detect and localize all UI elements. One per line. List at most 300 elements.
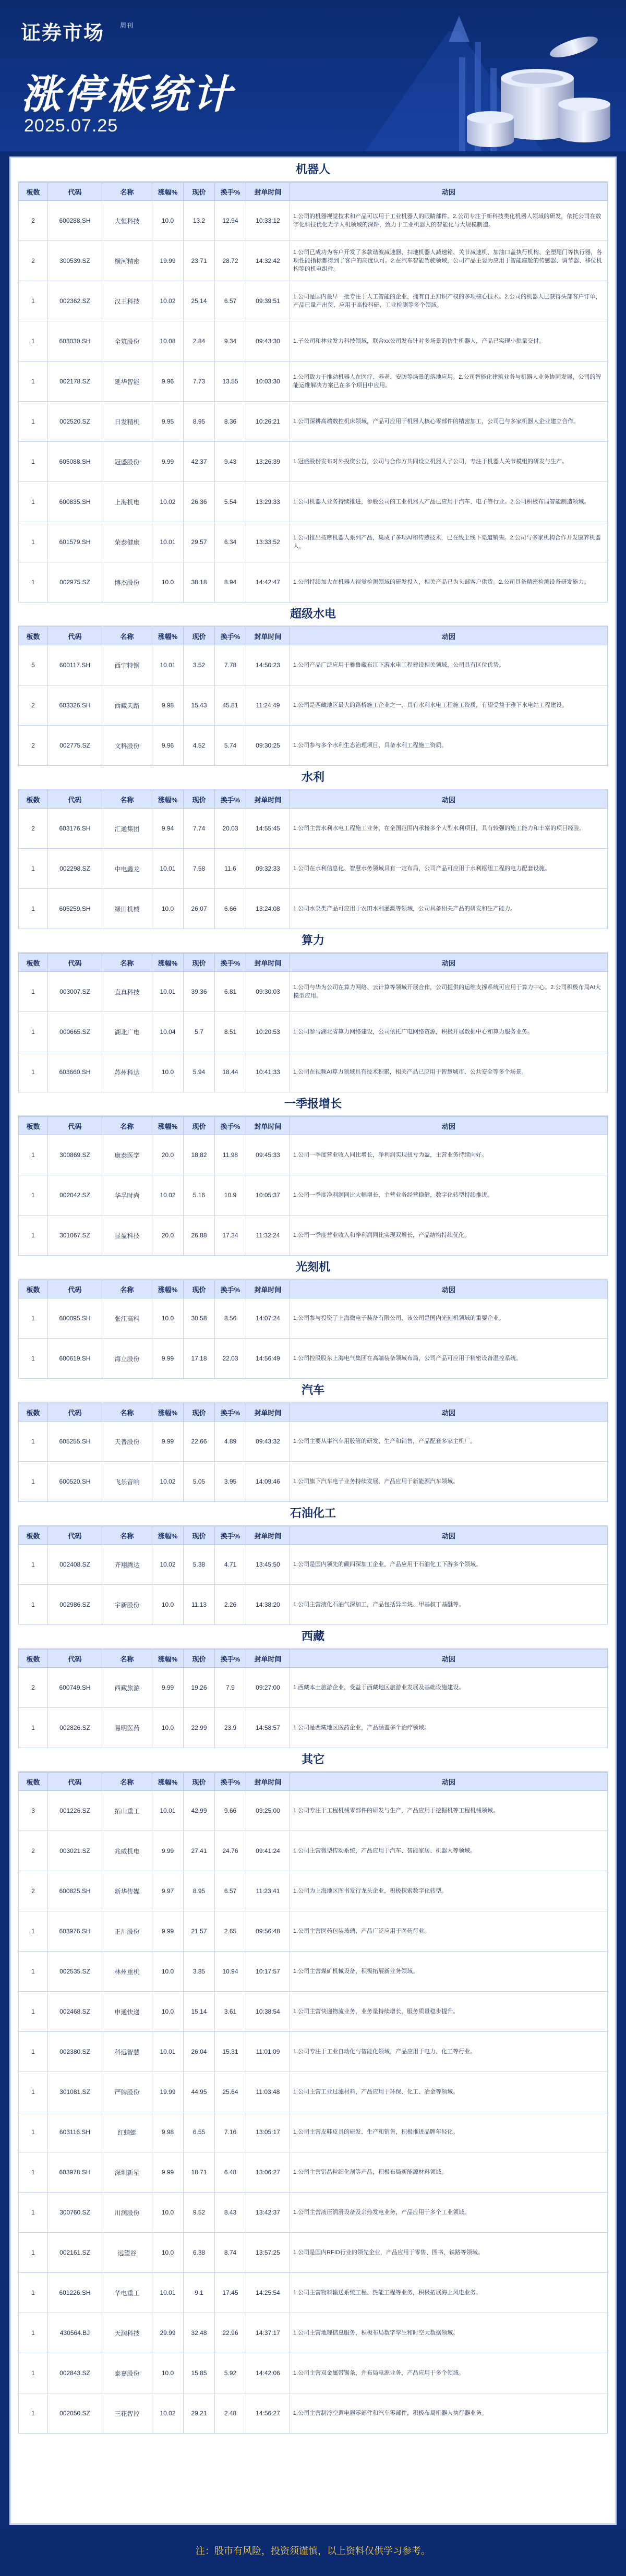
table-row	[19, 1545, 608, 1585]
stock-code: 002520.SZ	[48, 402, 102, 442]
change-pct: 10.02	[152, 1545, 184, 1585]
board-count: 1	[19, 1545, 48, 1585]
stock-name: 文科股份	[102, 726, 152, 766]
change-pct: 20.0	[152, 1135, 184, 1175]
seal-time: 14:58:57	[246, 1708, 290, 1748]
column-header: 换手%	[215, 1117, 246, 1135]
table-row	[19, 2233, 608, 2273]
seal-time: 09:43:32	[246, 1422, 290, 1462]
seal-time: 13:33:52	[246, 522, 290, 562]
column-header: 涨幅%	[152, 790, 184, 809]
turnover-pct: 2.65	[215, 1911, 246, 1952]
turnover-pct: 7.78	[215, 645, 246, 685]
column-header: 换手%	[215, 1526, 246, 1545]
reason: 1.公司机器人业务持续推进，参股公司的工业机器人产品已应用于汽车、电子等行业。2.公司积极布局智能制造领域。	[290, 482, 608, 522]
board-count: 1	[19, 562, 48, 603]
change-pct: 9.98	[152, 685, 184, 726]
page-title: 涨停板统计	[21, 73, 235, 117]
column-header: 现价	[184, 1280, 215, 1298]
seal-time: 14:55:45	[246, 809, 290, 849]
stock-code: 001226.SZ	[48, 1791, 102, 1831]
column-header: 名称	[102, 954, 152, 972]
seal-time: 09:39:51	[246, 281, 290, 321]
board-count: 1	[19, 1215, 48, 1256]
turnover-pct: 7.9	[215, 1668, 246, 1708]
reason: 1.公司主营快递物流业务，业务量持续增长，服务质量稳步提升。	[290, 1992, 608, 2032]
column-header: 封单时间	[246, 790, 290, 809]
seal-time: 11:23:41	[246, 1871, 290, 1911]
reason: 1.公司专注于工程机械零部件的研发与生产，产品应用于挖掘机等工程机械领域。	[290, 1791, 608, 1831]
board-count: 1	[19, 2032, 48, 2072]
turnover-pct: 6.48	[215, 2152, 246, 2193]
table-row	[19, 482, 608, 522]
change-pct: 10.0	[152, 201, 184, 241]
table-header-row	[19, 1403, 608, 1422]
board-count: 1	[19, 2072, 48, 2112]
stock-name: 冠盛股份	[102, 442, 152, 482]
section-2	[18, 766, 608, 929]
turnover-pct: 13.55	[215, 362, 246, 402]
price: 44.95	[184, 2072, 215, 2112]
board-count: 1	[19, 1911, 48, 1952]
stock-name: 苏州科达	[102, 1052, 152, 1092]
seal-time: 09:32:33	[246, 849, 290, 889]
table-row	[19, 522, 608, 562]
price: 5.16	[184, 1175, 215, 1215]
change-pct: 10.0	[152, 1992, 184, 2032]
column-header: 现价	[184, 1650, 215, 1668]
column-header: 名称	[102, 1280, 152, 1298]
table-row	[19, 2072, 608, 2112]
stock-code: 601226.SH	[48, 2273, 102, 2313]
turnover-pct: 25.64	[215, 2072, 246, 2112]
change-pct: 10.0	[152, 1952, 184, 1992]
board-count: 1	[19, 2233, 48, 2273]
reason: 1.公司持续加大在机器人视觉检测领域的研发投入，相关产品已为头部客户供货。2.公司具备精密检测设备研发能力。	[290, 562, 608, 603]
turnover-pct: 9.43	[215, 442, 246, 482]
seal-time: 09:27:00	[246, 1668, 290, 1708]
stock-name: 西藏天路	[102, 685, 152, 726]
column-header: 板数	[19, 790, 48, 809]
stock-code: 603030.SH	[48, 321, 102, 362]
seal-time: 14:42:06	[246, 2353, 290, 2393]
table-row	[19, 1585, 608, 1625]
change-pct: 9.99	[152, 1831, 184, 1871]
table-header-row	[19, 954, 608, 972]
board-count: 1	[19, 2353, 48, 2393]
price: 6.55	[184, 2112, 215, 2152]
stock-name: 西藏旅游	[102, 1668, 152, 1708]
stock-code: 003021.SZ	[48, 1831, 102, 1871]
section-title: 机器人	[18, 158, 608, 182]
section-7	[18, 1502, 608, 1625]
reason: 1.公司主营铝晶粒细化剂等产品，积极布局新能源材料领域。	[290, 2152, 608, 2193]
header	[0, 0, 626, 151]
section-title: 石油化工	[18, 1502, 608, 1526]
reason: 1.公司主营双金属带锯条，并布局电源业务，产品应用于多个领域。	[290, 2353, 608, 2393]
stock-code: 600117.SH	[48, 645, 102, 685]
column-header: 换手%	[215, 183, 246, 201]
price: 2.84	[184, 321, 215, 362]
reason: 1.公司一季度净利润同比大幅增长，主营业务经营稳健，数字化转型持续推进。	[290, 1175, 608, 1215]
column-header: 封单时间	[246, 1650, 290, 1668]
reason: 1.公司是国内最早一批专注于人工智能的企业，拥有自主知识产权的多项核心技术。2.公司的机器人已获得头部客户订单，产品已量产出货，应用于高校科研、工业检测等多个领域。	[290, 281, 608, 321]
stock-code: 002408.SZ	[48, 1545, 102, 1585]
seal-time: 13:05:17	[246, 2112, 290, 2152]
turnover-pct: 5.54	[215, 482, 246, 522]
change-pct: 19.99	[152, 241, 184, 281]
stock-name: 飞乐音响	[102, 1462, 152, 1502]
turnover-pct: 2.26	[215, 1585, 246, 1625]
price: 4.52	[184, 726, 215, 766]
reason: 1.公司与华为公司在算力网络、云计算等领域开展合作，公司提供的运维支撑系统可应用于算力中心。2.公司积极布局AI大模型应用。	[290, 972, 608, 1012]
board-count: 1	[19, 1952, 48, 1992]
board-count: 3	[19, 1791, 48, 1831]
seal-time: 13:45:50	[246, 1545, 290, 1585]
stock-code: 002468.SZ	[48, 1992, 102, 2032]
seal-time: 14:07:24	[246, 1298, 290, 1339]
seal-time: 13:57:25	[246, 2233, 290, 2273]
turnover-pct: 6.57	[215, 1871, 246, 1911]
change-pct: 10.01	[152, 849, 184, 889]
column-header: 涨幅%	[152, 1773, 184, 1791]
change-pct: 10.01	[152, 2273, 184, 2313]
table-row	[19, 281, 608, 321]
stock-code: 603976.SH	[48, 1911, 102, 1952]
table-header-row	[19, 1773, 608, 1791]
change-pct: 9.99	[152, 1339, 184, 1379]
section-3	[18, 929, 608, 1092]
table-row	[19, 442, 608, 482]
column-header: 板数	[19, 1650, 48, 1668]
column-header: 动因	[290, 1117, 608, 1135]
seal-time: 13:29:33	[246, 482, 290, 522]
table-row	[19, 362, 608, 402]
change-pct: 10.01	[152, 522, 184, 562]
price: 9.1	[184, 2273, 215, 2313]
turnover-pct: 2.48	[215, 2393, 246, 2434]
limit-up-table	[18, 953, 608, 1092]
reason: 1.公司一季度营业收入同比增长，净利润实现扭亏为盈，主营业务持续向好。	[290, 1135, 608, 1175]
column-header: 封单时间	[246, 183, 290, 201]
stock-name: 显盈科技	[102, 1215, 152, 1256]
stock-code: 600288.SH	[48, 201, 102, 241]
stock-name: 三花智控	[102, 2393, 152, 2434]
turnover-pct: 22.03	[215, 1339, 246, 1379]
seal-time: 14:32:42	[246, 241, 290, 281]
board-count: 1	[19, 889, 48, 929]
price: 27.41	[184, 1831, 215, 1871]
change-pct: 29.99	[152, 2313, 184, 2353]
price: 18.71	[184, 2152, 215, 2193]
table-header-row	[19, 183, 608, 201]
seal-time: 13:42:37	[246, 2193, 290, 2233]
seal-time: 10:38:54	[246, 1992, 290, 2032]
board-count: 2	[19, 1871, 48, 1911]
column-header: 板数	[19, 1526, 48, 1545]
stock-code: 301067.SZ	[48, 1215, 102, 1256]
price: 26.04	[184, 2032, 215, 2072]
limit-up-table	[18, 1526, 608, 1625]
price: 21.57	[184, 1911, 215, 1952]
table-header-row	[19, 627, 608, 645]
seal-time: 09:25:00	[246, 1791, 290, 1831]
stock-code: 002826.SZ	[48, 1708, 102, 1748]
seal-time: 09:30:03	[246, 972, 290, 1012]
column-header: 涨幅%	[152, 1526, 184, 1545]
reason: 1.公司参与多个水利生态治理项目，具备水利工程施工资质。	[290, 726, 608, 766]
content-panel	[9, 157, 617, 2525]
table-row	[19, 2152, 608, 2193]
column-header: 名称	[102, 1650, 152, 1668]
column-header: 换手%	[215, 1280, 246, 1298]
seal-time: 11:01:09	[246, 2032, 290, 2072]
column-header: 板数	[19, 1280, 48, 1298]
column-header: 代码	[48, 954, 102, 972]
turnover-pct: 22.96	[215, 2313, 246, 2353]
change-pct: 10.0	[152, 2233, 184, 2273]
stock-name: 西宁特钢	[102, 645, 152, 685]
seal-time: 11:03:48	[246, 2072, 290, 2112]
board-count: 2	[19, 809, 48, 849]
stock-code: 430564.BJ	[48, 2313, 102, 2353]
stock-code: 600095.SH	[48, 1298, 102, 1339]
limit-up-table	[18, 627, 608, 766]
change-pct: 9.94	[152, 809, 184, 849]
column-header: 动因	[290, 1526, 608, 1545]
reason: 1.公司主营物料输送系统工程、热能工程等业务，积极拓展海上风电业务。	[290, 2273, 608, 2313]
reason: 1.公司主营地理信息服务，积极布局数字孪生和时空大数据领域。	[290, 2313, 608, 2353]
turnover-pct: 8.43	[215, 2193, 246, 2233]
stock-code: 003007.SZ	[48, 972, 102, 1012]
stock-code: 605259.SH	[48, 889, 102, 929]
table-row	[19, 1012, 608, 1052]
change-pct: 10.0	[152, 1052, 184, 1092]
stock-name: 易明医药	[102, 1708, 152, 1748]
seal-time: 14:09:46	[246, 1462, 290, 1502]
change-pct: 10.0	[152, 1585, 184, 1625]
change-pct: 10.0	[152, 1298, 184, 1339]
change-pct: 10.0	[152, 2353, 184, 2393]
limit-up-table	[18, 790, 608, 929]
table-header-row	[19, 1117, 608, 1135]
change-pct: 10.02	[152, 1462, 184, 1502]
table-row	[19, 972, 608, 1012]
stock-code: 300539.SZ	[48, 241, 102, 281]
stock-name: 科远智慧	[102, 2032, 152, 2072]
price: 38.18	[184, 562, 215, 603]
turnover-pct: 28.72	[215, 241, 246, 281]
stock-name: 汉王科技	[102, 281, 152, 321]
reason: 1.公司主营制冷空调电器零部件和汽车零部件，积极布局机器人执行器业务。	[290, 2393, 608, 2434]
table-row	[19, 2393, 608, 2434]
turnover-pct: 4.89	[215, 1422, 246, 1462]
price: 3.85	[184, 1952, 215, 1992]
reason: 1.公司专注于工业自动化与智能化领域，产品应用于电力、化工等行业。	[290, 2032, 608, 2072]
table-row	[19, 1871, 608, 1911]
change-pct: 9.98	[152, 2112, 184, 2152]
price: 3.52	[184, 645, 215, 685]
reason: 1.公司主营液化石油气深加工，产品包括异辛烷、甲基叔丁基醚等。	[290, 1585, 608, 1625]
table-row	[19, 2313, 608, 2353]
stock-code: 002362.SZ	[48, 281, 102, 321]
stock-code: 600520.SH	[48, 1462, 102, 1502]
table-row	[19, 241, 608, 281]
turnover-pct: 45.81	[215, 685, 246, 726]
table-row	[19, 685, 608, 726]
turnover-pct: 8.56	[215, 1298, 246, 1339]
brand-logo	[21, 17, 134, 45]
turnover-pct: 17.34	[215, 1215, 246, 1256]
column-header: 代码	[48, 183, 102, 201]
board-count: 1	[19, 321, 48, 362]
change-pct: 10.0	[152, 562, 184, 603]
section-0	[18, 158, 608, 603]
change-pct: 9.99	[152, 1911, 184, 1952]
table-row	[19, 2032, 608, 2072]
price: 22.66	[184, 1422, 215, 1462]
column-header: 代码	[48, 1280, 102, 1298]
report-date: 2025.07.25	[24, 116, 118, 136]
reason: 1.公司水泵类产品可应用于农田水利灌溉等领域，公司具备相关产品的研发和生产能力。	[290, 889, 608, 929]
stock-name: 汇通集团	[102, 809, 152, 849]
turnover-pct: 6.34	[215, 522, 246, 562]
column-header: 封单时间	[246, 1280, 290, 1298]
price: 15.85	[184, 2353, 215, 2393]
column-header: 换手%	[215, 627, 246, 645]
table-row	[19, 1215, 608, 1256]
change-pct: 10.02	[152, 482, 184, 522]
board-count: 1	[19, 1708, 48, 1748]
price: 23.71	[184, 241, 215, 281]
table-row	[19, 1911, 608, 1952]
seal-time: 10:33:12	[246, 201, 290, 241]
board-count: 1	[19, 362, 48, 402]
reason: 1.冠盛股份发布对外投资公告，公司与合作方共同设立机器人子公司，专注于机器人关节模组的研发与生产。	[290, 442, 608, 482]
stock-name: 华电重工	[102, 2273, 152, 2313]
board-count: 1	[19, 2112, 48, 2152]
section-4	[18, 1092, 608, 1256]
column-header: 换手%	[215, 790, 246, 809]
stock-name: 湖北广电	[102, 1012, 152, 1052]
seal-time: 10:20:53	[246, 1012, 290, 1052]
seal-time: 09:56:48	[246, 1911, 290, 1952]
turnover-pct: 20.03	[215, 809, 246, 849]
column-header: 动因	[290, 790, 608, 809]
price: 15.14	[184, 1992, 215, 2032]
column-header: 现价	[184, 790, 215, 809]
table-row	[19, 889, 608, 929]
stock-code: 603326.SH	[48, 685, 102, 726]
column-header: 代码	[48, 627, 102, 645]
table-row	[19, 201, 608, 241]
reason: 1.子公司和林业发力科技领域，联合xx公司发布针对多场景的仿生机器人，产品已实现小批量交付。	[290, 321, 608, 362]
column-header: 名称	[102, 790, 152, 809]
price: 42.99	[184, 1791, 215, 1831]
reason: 1.公司主营水利水电工程施工业务，在全国范围内承接多个大型水利项目，具有较强的施工能力和丰富的项目经验。	[290, 809, 608, 849]
column-header: 板数	[19, 1403, 48, 1422]
stock-name: 泰嘉股份	[102, 2353, 152, 2393]
column-header: 代码	[48, 1117, 102, 1135]
seal-time: 13:06:27	[246, 2152, 290, 2193]
change-pct: 9.99	[152, 442, 184, 482]
price: 22.99	[184, 1708, 215, 1748]
column-header: 动因	[290, 1280, 608, 1298]
stock-name: 林州重机	[102, 1952, 152, 1992]
change-pct: 10.0	[152, 1708, 184, 1748]
column-header: 涨幅%	[152, 183, 184, 201]
column-header: 板数	[19, 954, 48, 972]
reason: 1.公司参与湖北省算力网络建设，公司依托广电网络资源，积极开展数据中心和算力服务业务。	[290, 1012, 608, 1052]
stock-name: 川润股份	[102, 2193, 152, 2233]
seal-time: 10:03:30	[246, 362, 290, 402]
seal-time: 10:05:37	[246, 1175, 290, 1215]
stock-code: 002975.SZ	[48, 562, 102, 603]
change-pct: 10.02	[152, 2393, 184, 2434]
table-row	[19, 1668, 608, 1708]
seal-time: 11:24:49	[246, 685, 290, 726]
reason: 1.公司一季度营业收入和净利润同比实现双增长，产品结构持续优化。	[290, 1215, 608, 1256]
price: 8.95	[184, 402, 215, 442]
price: 19.26	[184, 1668, 215, 1708]
reason: 1.公司主要从事汽车用胶管的研发、生产和销售，产品配套多家主机厂。	[290, 1422, 608, 1462]
stock-name: 博杰股份	[102, 562, 152, 603]
turnover-pct: 23.9	[215, 1708, 246, 1748]
reason: 1.公司为上海地区图书发行龙头企业，积极探索数字化转型。	[290, 1871, 608, 1911]
turnover-pct: 12.94	[215, 201, 246, 241]
price: 9.52	[184, 2193, 215, 2233]
section-title: 一季报增长	[18, 1092, 608, 1116]
column-header: 代码	[48, 1526, 102, 1545]
reason: 1.公司主营煤矿机械设备，积极拓展新业务领域。	[290, 1952, 608, 1992]
price: 29.21	[184, 2393, 215, 2434]
stock-code: 603116.SH	[48, 2112, 102, 2152]
change-pct: 9.99	[152, 2152, 184, 2193]
column-header: 封单时间	[246, 1403, 290, 1422]
price: 7.58	[184, 849, 215, 889]
stock-code: 605255.SH	[48, 1422, 102, 1462]
turnover-pct: 6.57	[215, 281, 246, 321]
reason: 1.公司旗下汽车电子业务持续发展，产品应用于新能源汽车领域。	[290, 1462, 608, 1502]
stock-name: 上海机电	[102, 482, 152, 522]
stock-code: 002986.SZ	[48, 1585, 102, 1625]
board-count: 2	[19, 1831, 48, 1871]
limit-up-table	[18, 1403, 608, 1502]
stock-name: 张江高科	[102, 1298, 152, 1339]
price: 42.37	[184, 442, 215, 482]
column-header: 现价	[184, 1526, 215, 1545]
turnover-pct: 24.76	[215, 1831, 246, 1871]
column-header: 换手%	[215, 1403, 246, 1422]
turnover-pct: 9.34	[215, 321, 246, 362]
stock-code: 002178.SZ	[48, 362, 102, 402]
stock-code: 002042.SZ	[48, 1175, 102, 1215]
column-header: 涨幅%	[152, 1280, 184, 1298]
seal-time: 10:26:21	[246, 402, 290, 442]
table-row	[19, 1708, 608, 1748]
section-9	[18, 1748, 608, 2434]
column-header: 名称	[102, 1526, 152, 1545]
change-pct: 9.96	[152, 726, 184, 766]
turnover-pct: 8.36	[215, 402, 246, 442]
table-row	[19, 1422, 608, 1462]
seal-time: 14:50:23	[246, 645, 290, 685]
board-count: 1	[19, 1422, 48, 1462]
stock-code: 600825.SH	[48, 1871, 102, 1911]
change-pct: 10.0	[152, 2193, 184, 2233]
stock-code: 603978.SH	[48, 2152, 102, 2193]
reason: 1.公司是西藏地区医药企业，产品涵盖多个治疗领域。	[290, 1708, 608, 1748]
